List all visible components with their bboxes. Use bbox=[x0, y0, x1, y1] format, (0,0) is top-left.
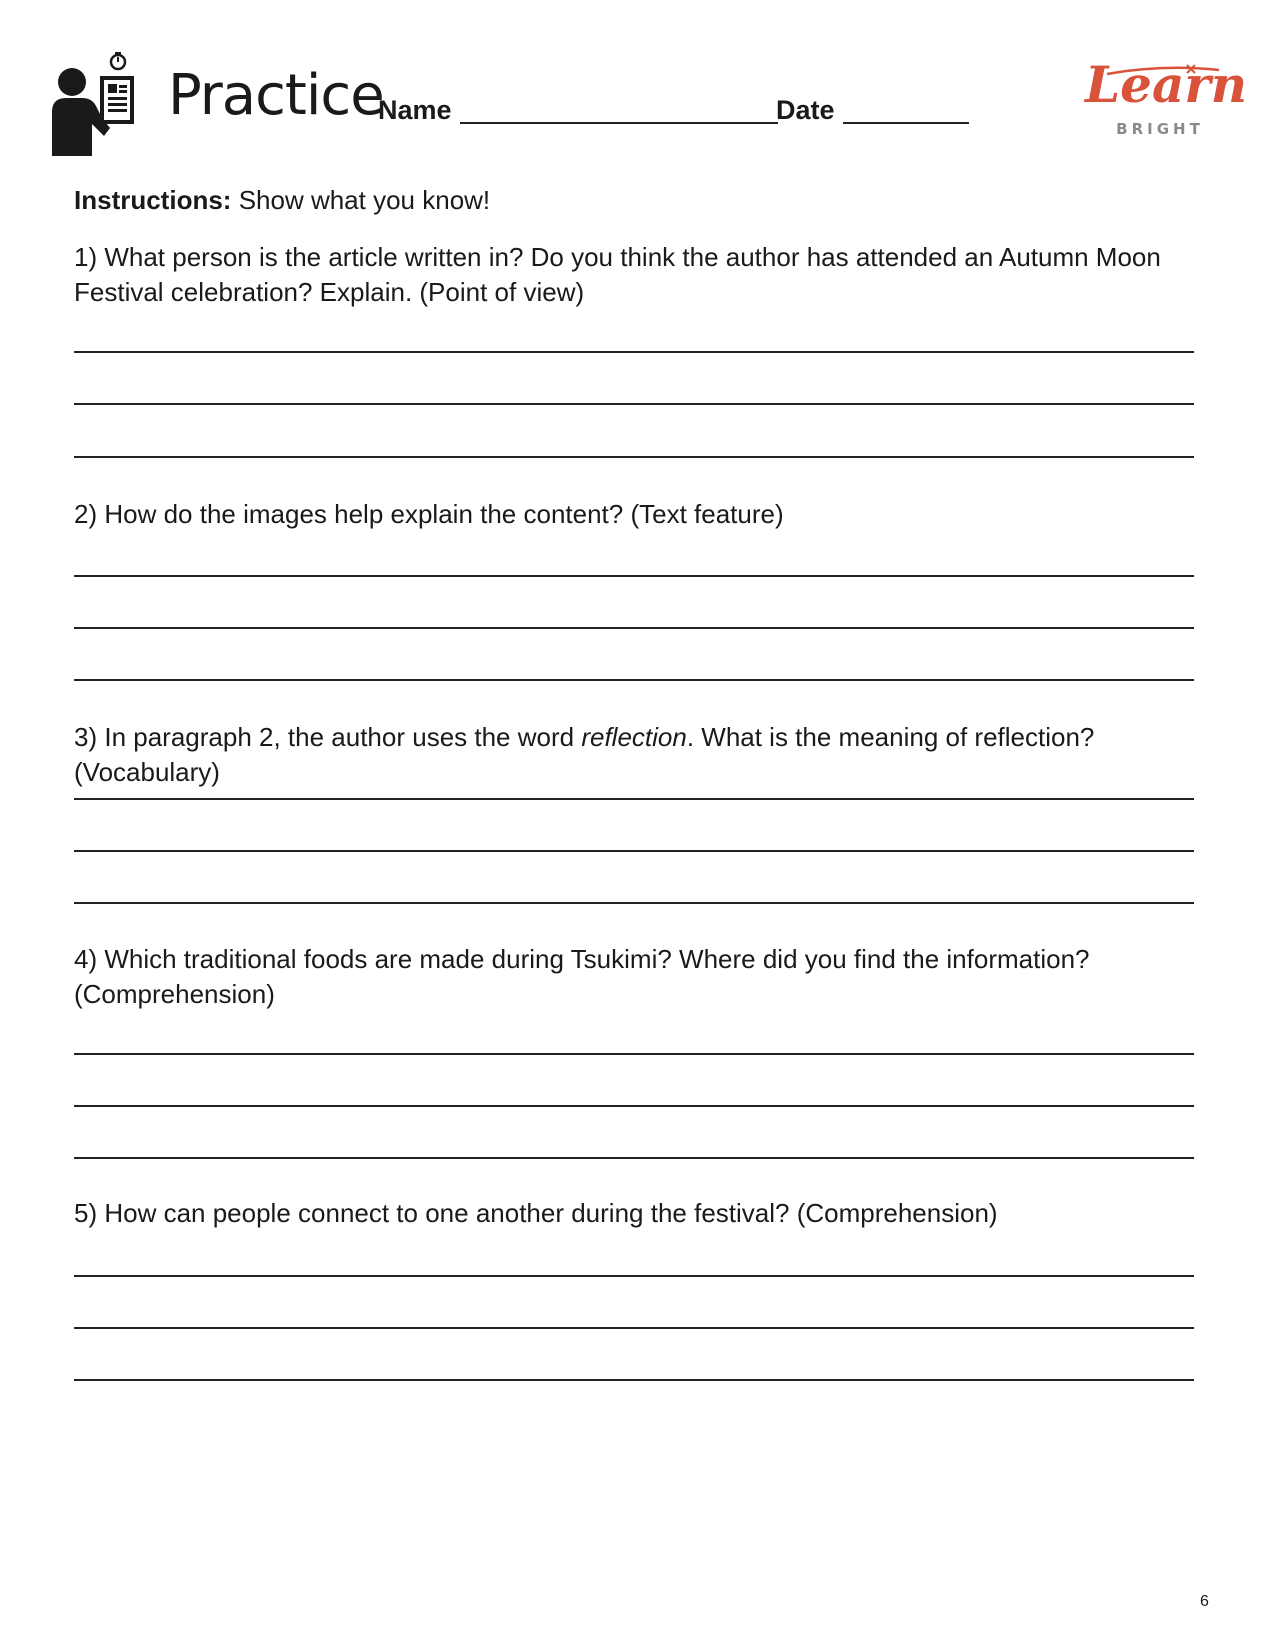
answer-line[interactable] bbox=[74, 1275, 1194, 1277]
question-3-tail: . What is the meaning of reflection? (Vocabulary) bbox=[74, 722, 1095, 787]
date-field[interactable] bbox=[776, 96, 969, 124]
answer-line[interactable] bbox=[74, 798, 1194, 800]
question-5: 5) How can people connect to one another during the festival? (Comprehension) bbox=[74, 1198, 998, 1228]
answer-line[interactable] bbox=[74, 902, 1194, 904]
name-field[interactable] bbox=[378, 96, 778, 124]
answer-line[interactable] bbox=[74, 627, 1194, 629]
answer-line[interactable] bbox=[74, 456, 1194, 458]
question-4: 4) Which traditional foods are made during Tsukimi? Where did you find the information? (Comprehension) bbox=[74, 944, 1090, 1009]
date-label: Date bbox=[776, 95, 835, 125]
answer-line[interactable] bbox=[74, 403, 1194, 405]
answer-line[interactable] bbox=[74, 1379, 1194, 1381]
date-line[interactable] bbox=[843, 96, 969, 124]
logo-subtext: BRIGHT bbox=[1116, 120, 1204, 138]
answer-line[interactable] bbox=[74, 1327, 1194, 1329]
page-title: Practice bbox=[168, 63, 384, 128]
learn-bright-logo bbox=[1085, 55, 1248, 142]
presenter-icon bbox=[52, 52, 140, 156]
answer-line[interactable] bbox=[74, 850, 1194, 852]
question-3-lead: 3) In paragraph 2, the author uses the word bbox=[74, 722, 582, 752]
question-2: 2) How do the images help explain the content? (Text feature) bbox=[74, 499, 784, 529]
answer-line[interactable] bbox=[74, 1157, 1194, 1159]
question-1: 1) What person is the article written in? Do you think the author has attended an Autumn Moon Festival celebration? Explain. (Point of view) bbox=[74, 242, 1161, 307]
answer-line[interactable] bbox=[74, 679, 1194, 681]
instructions-text: Show what you know! bbox=[238, 185, 491, 215]
answer-line[interactable] bbox=[74, 1053, 1194, 1055]
answer-line[interactable] bbox=[74, 1105, 1194, 1107]
name-label: Name bbox=[378, 95, 452, 125]
instructions-label: Instructions: bbox=[74, 185, 232, 215]
instructions bbox=[74, 185, 490, 216]
question-3 bbox=[74, 720, 1204, 790]
answer-line[interactable] bbox=[74, 351, 1194, 353]
logo-word: Learn bbox=[1085, 55, 1248, 114]
name-line[interactable] bbox=[460, 96, 778, 124]
answer-line[interactable] bbox=[74, 575, 1194, 577]
page-number: 6 bbox=[1200, 1593, 1209, 1610]
question-3-term: reflection bbox=[581, 722, 687, 752]
